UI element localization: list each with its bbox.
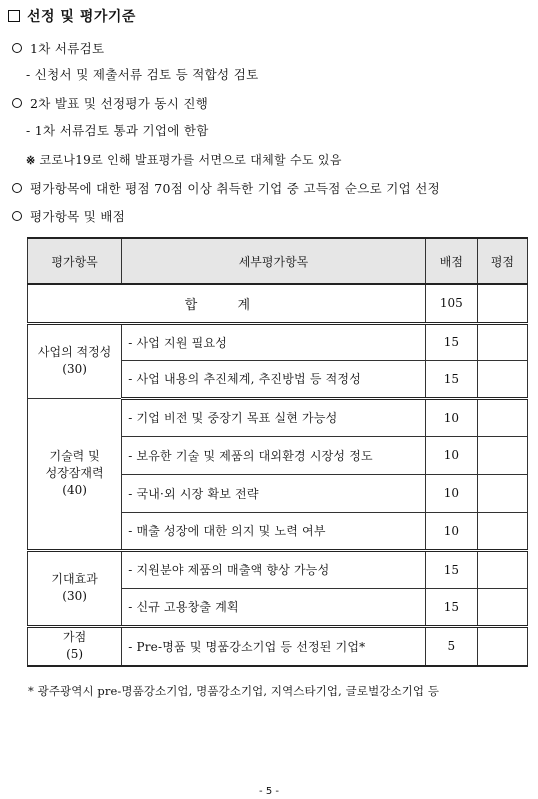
note bbox=[26, 151, 342, 168]
checkbox-square-icon bbox=[8, 10, 20, 22]
item-1-sub bbox=[26, 65, 258, 83]
detail-cell: - 사업 지원 필요성 bbox=[122, 323, 426, 360]
circle-bullet-icon bbox=[12, 183, 22, 193]
detail-cell: - 사업 내용의 추진체계, 추진방법 등 적정성 bbox=[122, 360, 426, 398]
score-cell: 10 bbox=[425, 398, 477, 436]
category-name: 기대효과 bbox=[51, 572, 98, 586]
detail-cell: - 신규 고용창출 계획 bbox=[122, 588, 426, 626]
rating-cell bbox=[477, 323, 527, 360]
category-cell bbox=[28, 398, 122, 550]
circle-bullet-icon bbox=[12, 211, 22, 221]
item-3-text: 평가항목에 대한 평점 70점 이상 취득한 기업 중 고득점 순으로 기업 선정 bbox=[30, 181, 441, 196]
header-score: 배점 bbox=[425, 238, 477, 284]
total-label: 합 계 bbox=[28, 284, 426, 323]
item-4 bbox=[12, 207, 125, 225]
category-name-line1: 기술력 및 bbox=[49, 449, 100, 463]
item-2-text: 2차 발표 및 선정평가 동시 진행 bbox=[30, 96, 209, 111]
rating-cell bbox=[477, 626, 527, 666]
rating-cell bbox=[477, 512, 527, 550]
score-cell: 15 bbox=[425, 550, 477, 588]
category-points: (30) bbox=[62, 362, 87, 376]
score-cell: 10 bbox=[425, 512, 477, 550]
item-4-text: 평가항목 및 배점 bbox=[30, 209, 126, 224]
footnote: * 광주광역시 pre-명품강소기업, 명품강소기업, 지역스타기업, 글로벌강소기업 등 bbox=[28, 684, 440, 698]
category-cell bbox=[28, 626, 122, 666]
score-cell: 15 bbox=[425, 323, 477, 360]
page-number: - 5 - bbox=[259, 786, 279, 797]
total-rating-cell bbox=[477, 284, 527, 323]
table-row bbox=[28, 626, 528, 666]
circle-bullet-icon bbox=[12, 43, 22, 53]
item-1-sub-text: - 신청서 및 제출서류 검토 등 적합성 검토 bbox=[26, 67, 259, 82]
header-category: 평가항목 bbox=[28, 238, 122, 284]
section-heading-text: 선정 및 평가기준 bbox=[27, 9, 136, 25]
rating-cell bbox=[477, 360, 527, 398]
category-cell bbox=[28, 323, 122, 398]
total-score: 105 bbox=[425, 284, 477, 323]
header-detail: 세부평가항목 bbox=[122, 238, 426, 284]
rating-cell bbox=[477, 436, 527, 474]
item-1 bbox=[12, 39, 104, 57]
detail-cell: - 보유한 기술 및 제품의 대외환경 시장성 정도 bbox=[122, 436, 426, 474]
rating-cell bbox=[477, 398, 527, 436]
category-name-line2: 성장잠재력 bbox=[45, 466, 104, 480]
table-row bbox=[28, 323, 528, 360]
circle-bullet-icon bbox=[12, 98, 22, 108]
category-points: (5) bbox=[66, 647, 84, 662]
category-points: (40) bbox=[62, 483, 87, 497]
item-2 bbox=[12, 94, 208, 112]
table-row bbox=[28, 550, 528, 588]
reference-mark-icon: ※ bbox=[26, 154, 36, 167]
score-cell: 5 bbox=[425, 626, 477, 666]
detail-cell: - 기업 비전 및 중장기 목표 실현 가능성 bbox=[122, 398, 426, 436]
rating-cell bbox=[477, 550, 527, 588]
table-row bbox=[28, 398, 528, 436]
item-2-sub-text: - 1차 서류검토 통과 기업에 한함 bbox=[26, 123, 209, 138]
category-name: 사업의 적정성 bbox=[37, 345, 112, 359]
category-name: 가점 bbox=[63, 630, 87, 645]
detail-cell: - 매출 성장에 대한 의지 및 노력 여부 bbox=[122, 512, 426, 550]
category-points: (30) bbox=[62, 589, 87, 603]
category-cell bbox=[28, 550, 122, 626]
score-cell: 15 bbox=[425, 588, 477, 626]
rating-cell bbox=[477, 588, 527, 626]
detail-cell: - 지원분야 제품의 매출액 향상 가능성 bbox=[122, 550, 426, 588]
detail-cell: - 국내·외 시장 확보 전략 bbox=[122, 474, 426, 512]
table-header-row bbox=[28, 238, 528, 284]
detail-cell: - Pre-명품 및 명품강소기업 등 선정된 기업* bbox=[122, 626, 426, 666]
item-3 bbox=[12, 179, 440, 197]
rating-cell bbox=[477, 474, 527, 512]
item-1-text: 1차 서류검토 bbox=[30, 41, 105, 56]
score-cell: 10 bbox=[425, 474, 477, 512]
item-2-sub bbox=[26, 121, 209, 139]
header-rating: 평점 bbox=[477, 238, 527, 284]
total-row bbox=[28, 284, 528, 323]
score-cell: 10 bbox=[425, 436, 477, 474]
section-heading bbox=[8, 6, 136, 26]
note-text: 코로나19로 인해 발표평가를 서면으로 대체할 수도 있음 bbox=[39, 153, 342, 167]
score-cell: 15 bbox=[425, 360, 477, 398]
evaluation-table bbox=[27, 237, 528, 667]
